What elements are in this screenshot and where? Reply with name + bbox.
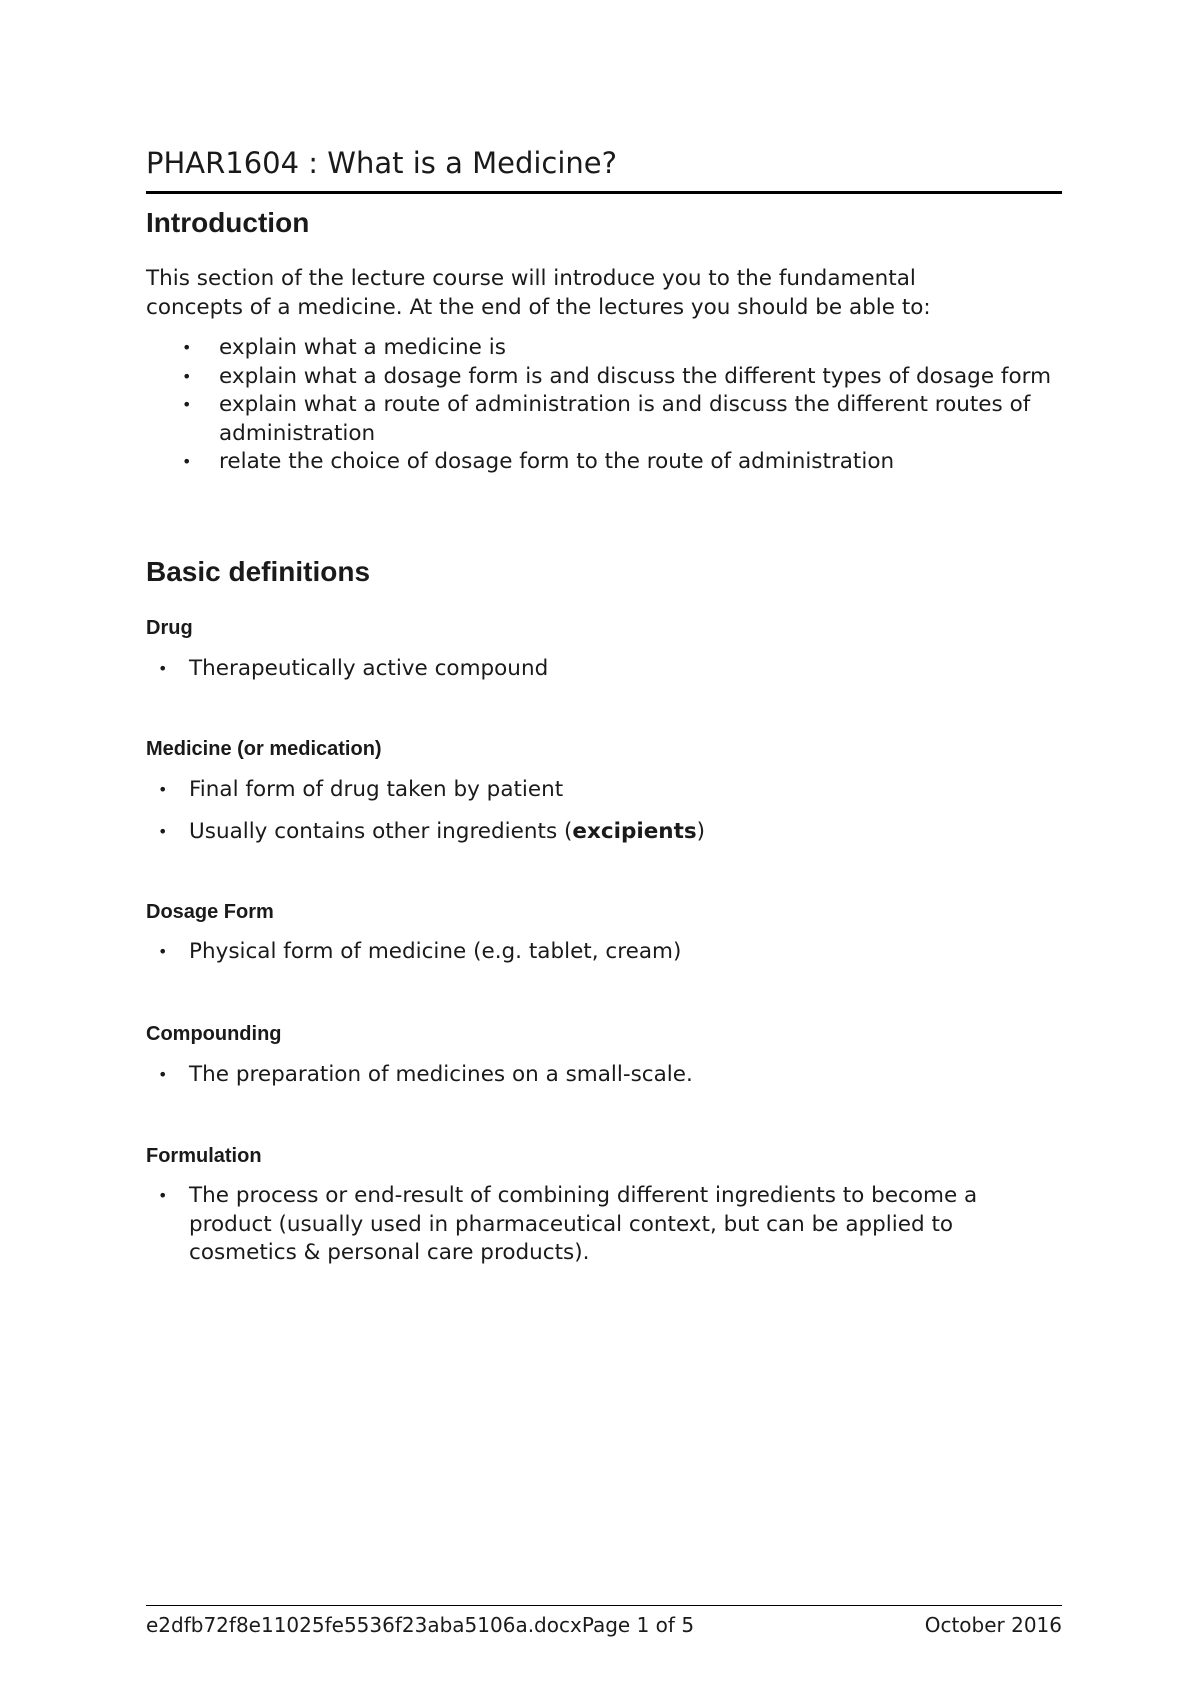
list-item (146, 1182, 1062, 1268)
list-item-text (189, 819, 705, 844)
footer-file-page: e2dfb72f8e11025fe5536f23aba5106a.docxPage 1 of 5 (146, 1613, 695, 1637)
bullet-icon: • (182, 452, 192, 471)
list-item-text: The preparation of medicines on a small-scale. (189, 1062, 693, 1087)
bullet-icon: • (158, 1186, 168, 1205)
bullet-icon: • (182, 338, 192, 357)
footer-divider (146, 1605, 1062, 1606)
page-title: PHAR1604 : What is a Medicine? (146, 146, 618, 180)
footer-date: October 2016 (924, 1613, 1062, 1637)
definition-list-compounding (146, 1061, 1062, 1103)
list-item-text: relate the choice of dosage form to the route of administration (219, 449, 895, 474)
excipients-term: excipients (572, 818, 697, 844)
list-item (146, 818, 1062, 847)
bullet-icon: • (158, 821, 168, 841)
definition-term-medicine: Medicine (or medication) (146, 738, 382, 760)
definition-term-formulation: Formulation (146, 1145, 262, 1167)
introduction-heading: Introduction (146, 207, 310, 238)
bullet-icon: • (158, 942, 168, 961)
list-item-text: explain what a route of administration is and discuss the different routes of administration (219, 392, 1031, 446)
list-item (146, 363, 1062, 392)
list-item (146, 334, 1062, 363)
list-item-text-suffix: ) (696, 818, 706, 844)
list-item (146, 655, 1062, 684)
list-item (146, 1061, 1062, 1090)
definition-list-dosage-form (146, 938, 1062, 980)
introduction-paragraph-line-1: This section of the lecture course will introduce you to the fundamental (146, 266, 916, 291)
list-item-text: explain what a dosage form is and discuss the different types of dosage form (219, 363, 1052, 389)
definition-list-drug (146, 655, 1062, 697)
definition-list-formulation (146, 1182, 1062, 1281)
introduction-paragraph (146, 265, 1046, 322)
bullet-icon: • (182, 395, 192, 414)
list-item (146, 938, 1062, 967)
list-item-text: Therapeutically active compound (189, 656, 549, 681)
list-item-text: Final form of drug taken by patient (189, 777, 564, 802)
basic-definitions-heading: Basic definitions (146, 556, 371, 587)
list-item (146, 776, 1062, 805)
definition-term-drug: Drug (146, 617, 193, 639)
bullet-icon: • (158, 780, 168, 799)
list-item (146, 448, 1062, 477)
definition-term-compounding: Compounding (146, 1023, 282, 1045)
bullet-icon: • (158, 1065, 168, 1084)
list-item-text: Physical form of medicine (e.g. tablet, cream) (189, 939, 682, 964)
definition-list-medicine (146, 776, 1062, 859)
bullet-icon: • (158, 659, 168, 678)
definition-term-dosage-form: Dosage Form (146, 901, 274, 923)
list-item-text: The process or end-result of combining different ingredients to become a product (usually used in pharmaceutical context, but can be applied to cosmetics & personal care products). (189, 1183, 978, 1265)
list-item (146, 391, 1062, 448)
title-divider (146, 191, 1062, 194)
learning-objectives-list (146, 334, 1062, 477)
list-item-text: explain what a medicine is (219, 335, 506, 360)
document-page (146, 0, 1062, 1698)
bullet-icon: • (182, 366, 192, 386)
list-item-text-prefix: Usually contains other ingredients ( (189, 818, 573, 844)
introduction-paragraph-line-2: concepts of a medicine. At the end of the lectures you should be able to: (146, 294, 931, 320)
